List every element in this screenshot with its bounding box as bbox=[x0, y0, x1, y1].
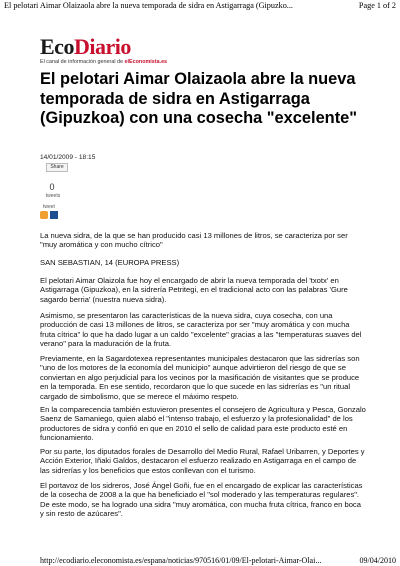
logo-eco: Eco bbox=[40, 34, 74, 59]
logo-wordmark bbox=[40, 36, 200, 58]
article-paragraph: El pelotari Aimar Olaizola fue hoy el encargado de abrir la nueva temporada del 'txotx' en Astigarraga (Gipuzkoa), en la sidrería Petritegi, en el tradicional acto con las palabras 'Gure sagardo berria' (nuestra nueva sidra). bbox=[40, 276, 348, 304]
print-header-title: El pelotari Aimar Olaizaola abre la nueva temporada de sidra en Astigarraga (Gipuzko... bbox=[4, 1, 293, 10]
print-footer bbox=[40, 556, 396, 566]
social-share-icon[interactable] bbox=[50, 211, 58, 219]
tweet-count: 0 bbox=[49, 182, 55, 192]
article-date: 14/01/2009 - 18:15 bbox=[40, 154, 96, 161]
share-icons bbox=[40, 211, 60, 220]
logo-tagline-brand: elEconomista.es bbox=[124, 59, 168, 65]
print-footer-date: 09/04/2010 bbox=[359, 556, 396, 565]
logo-tagline-prefix: El canal de información general de bbox=[40, 59, 125, 65]
print-footer-url: http://ecodiario.eleconomista.es/espana/noticias/970516/01/09/El-pelotari-Aimar-Olai... bbox=[40, 556, 322, 565]
ecodiario-logo[interactable] bbox=[40, 36, 200, 64]
article-headline: El pelotari Aimar Olaizaola abre la nueva temporada de sidra en Astigarraga (Gipuzkoa) con una cosecha "excelente" bbox=[40, 70, 358, 127]
tweet-button[interactable]: tweet bbox=[43, 204, 55, 210]
logo-diario: Diario bbox=[73, 34, 131, 59]
print-header bbox=[4, 0, 396, 12]
article-paragraph: Por su parte, los diputados forales de Desarrollo del Medio Rural, Rafael Uribarren, y Deportes y Acción Exterior, Iñaki Galdos, destacaron el esfuerzo realizado en Astigarraga en el campo de las sidrerías y los beneficios que estos conllevan con el turismo. bbox=[40, 447, 365, 475]
article-paragraph: Asimismo, se presentaron las características de la nueva sidra, cuya cosecha, con una producción de casi 13 millones de litros, se caracteriza por ser "muy aromática y con mucha fruta cítrica" lo que ha dado lugar a un caldo "excelente" gracias a las "temperaturas suaves del verano" para la maduración de la fruta. bbox=[40, 311, 362, 349]
tweets-label: tweets bbox=[45, 193, 61, 199]
article-paragraph: SAN SEBASTIAN, 14 (EUROPA PRESS) bbox=[40, 258, 180, 267]
bookmark-share-icon[interactable] bbox=[40, 211, 48, 219]
article-paragraph: En la comparecencia también estuvieron presentes el consejero de Agricultura y Pesca, Gonzalo Saenz de Samaniego, quien alabó el "intenso trabajo, el esfuerzo y la profesionalidad" de los productores de sidra y confió en que en 2010 el sello de calidad para este producto esté en funcionamiento. bbox=[40, 405, 366, 443]
article-lead: La nueva sidra, de la que se han producido casi 13 millones de litros, se caracteriza por ser "muy aromática y con mucho cítrico" bbox=[40, 231, 348, 250]
logo-tagline bbox=[40, 59, 200, 65]
article-paragraph: Previamente, en la Sagardotexea representantes municipales destacaron que las sidrerías son "uno de los motores de la economía del municipio" aunque advirtieron del riesgo de que se conviertan en algo perjudicial para los vecinos por la masificación de visitantes que se produce en la temporada. En ese sentido, recordaron que lo que sucede en las sidrerías es "un ritual cargado de simbolismo, que se merece el máximo respeto. bbox=[40, 354, 360, 401]
article-paragraph: El portavoz de los sidreros, José Ángel Goñi, fue en el encargado de explicar las características de la cosecha de 2008 a la que ha beneficiado el "sol moderado y las temperaturas regulares". De este modo, se ha logrado una sidra "muy aromática, con mucha fruta cítrica, franco en boca y sin resto de azúcares". bbox=[40, 481, 363, 519]
share-button[interactable]: Share bbox=[46, 163, 68, 172]
print-header-page-number: Page 1 of 2 bbox=[358, 1, 396, 10]
